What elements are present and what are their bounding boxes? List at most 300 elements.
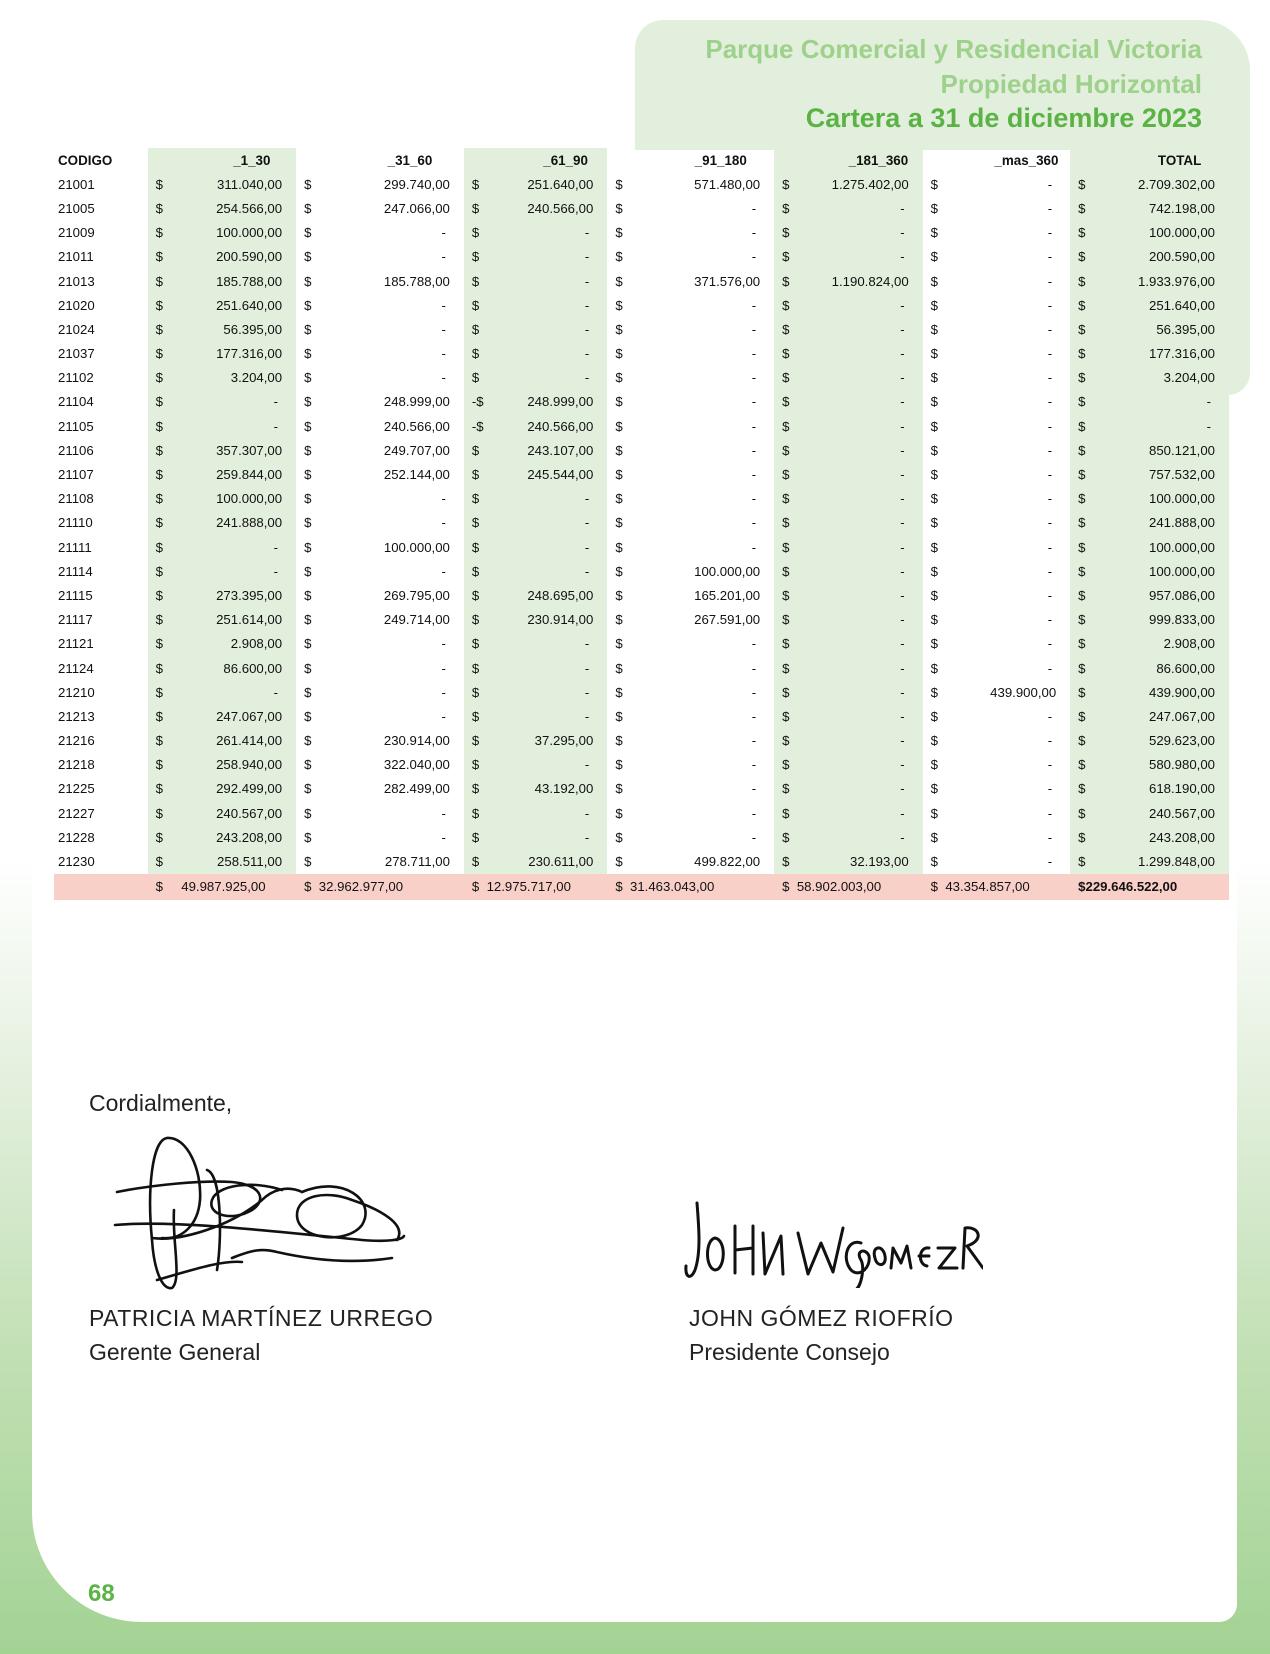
- amount-cell: 230.914,00: [488, 608, 607, 632]
- amount-cell: -: [488, 342, 607, 366]
- amount-cell: 499.822,00: [694, 854, 761, 870]
- table-row: [54, 317, 1229, 341]
- currency-symbol: $: [774, 269, 797, 293]
- currency-symbol: $: [1070, 196, 1094, 220]
- amount-cell: 3.204,00: [1095, 366, 1229, 390]
- currency-symbol: $: [464, 172, 488, 196]
- amount-cell: 100.000,00: [1095, 487, 1229, 511]
- amount-cell: -: [1047, 757, 1053, 773]
- amount-cell: -: [488, 293, 607, 317]
- currency-symbol: $: [148, 849, 170, 873]
- amount-cell: 243.107,00: [488, 438, 607, 462]
- currency-symbol: $: [930, 539, 939, 555]
- currency-symbol: $: [615, 636, 623, 652]
- amount-cell: 241.888,00: [1095, 511, 1229, 535]
- currency-symbol: $: [148, 366, 170, 390]
- currency-symbol: $: [304, 418, 312, 434]
- amount-cell: -: [1047, 297, 1053, 313]
- currency-symbol: -$: [464, 414, 488, 438]
- amount-cell: -: [798, 511, 923, 535]
- amount-cell: 439.900,00: [1095, 680, 1229, 704]
- amount-cell: -: [1047, 442, 1053, 458]
- header-title-line1: Parque Comercial y Residencial Victoria: [705, 34, 1202, 64]
- amount-cell: 529.623,00: [1095, 729, 1229, 753]
- currency-symbol: $: [304, 491, 312, 507]
- amount-cell: -: [798, 245, 923, 269]
- currency-symbol: $: [304, 539, 312, 555]
- table-row: [54, 293, 1229, 317]
- currency-symbol: $: [1070, 632, 1094, 656]
- amount-cell: -: [751, 660, 757, 676]
- signature-patricia: [112, 1130, 422, 1295]
- table-row: [54, 583, 1229, 607]
- currency-symbol: $: [615, 370, 623, 386]
- currency-symbol: $: [1070, 487, 1094, 511]
- signatory-name-1: PATRICIA MARTÍNEZ URREGO: [89, 1305, 434, 1331]
- currency-symbol: $: [774, 777, 797, 801]
- amount-cell: 245.544,00: [488, 462, 607, 486]
- currency-symbol: $: [304, 515, 312, 531]
- amount-cell: -: [488, 825, 607, 849]
- amount-cell: -: [441, 515, 446, 531]
- currency-symbol: $: [930, 757, 939, 773]
- currency-symbol: $: [930, 491, 939, 507]
- currency-symbol: $: [148, 777, 170, 801]
- table-row: [54, 221, 1229, 245]
- currency-symbol: $: [930, 515, 939, 531]
- amount-cell: -: [441, 660, 446, 676]
- code-cell: 21227: [58, 805, 95, 821]
- currency-symbol: $: [464, 753, 488, 777]
- amount-cell: -: [798, 535, 923, 559]
- amount-cell: 248.999,00: [383, 394, 450, 410]
- amount-cell: -: [798, 729, 923, 753]
- amount-cell: 251.640,00: [170, 293, 296, 317]
- currency-symbol: $: [148, 801, 170, 825]
- code-cell: 21114: [58, 563, 93, 579]
- currency-symbol: $: [930, 297, 939, 313]
- amount-cell: 618.190,00: [1095, 777, 1229, 801]
- currency-symbol: $: [304, 854, 312, 870]
- currency-symbol: $: [1070, 729, 1094, 753]
- currency-symbol: $: [1070, 172, 1094, 196]
- currency-symbol: $: [615, 200, 623, 216]
- amount-cell: -: [488, 656, 607, 680]
- amount-cell: 261.414,00: [170, 729, 296, 753]
- code-cell: 21230: [58, 854, 95, 870]
- amount-cell: 185.788,00: [170, 269, 296, 293]
- amount-cell: -: [1047, 321, 1053, 337]
- currency-symbol: $: [930, 805, 939, 821]
- currency-symbol: $: [304, 297, 312, 313]
- totals-label-cell: [54, 874, 148, 900]
- amount-cell: -: [798, 753, 923, 777]
- currency-symbol: $: [1070, 583, 1094, 607]
- currency-symbol: $: [774, 608, 797, 632]
- amount-cell: 32.193,00: [798, 849, 923, 873]
- currency-symbol: $: [930, 418, 939, 434]
- total-cell: $ 31.463.043,00: [607, 874, 774, 900]
- table-row: [54, 753, 1229, 777]
- amount-cell: 252.144,00: [383, 467, 450, 483]
- table-row: [54, 777, 1229, 801]
- amount-cell: 251.640,00: [1095, 293, 1229, 317]
- currency-symbol: $: [930, 225, 939, 241]
- code-cell: 21228: [58, 829, 95, 845]
- currency-symbol: $: [774, 632, 797, 656]
- amount-cell: -: [751, 225, 757, 241]
- currency-symbol: $: [615, 176, 623, 192]
- amount-cell: -: [751, 249, 757, 265]
- code-cell: 21106: [58, 442, 94, 458]
- table-row: [54, 414, 1229, 438]
- currency-symbol: $: [615, 781, 623, 797]
- currency-symbol: $: [464, 462, 488, 486]
- amount-cell: 241.888,00: [170, 511, 296, 535]
- currency-symbol: $: [930, 684, 939, 700]
- amount-cell: 580.980,00: [1095, 753, 1229, 777]
- amount-cell: -: [751, 297, 757, 313]
- currency-symbol: $: [930, 781, 939, 797]
- amount-cell: 322.040,00: [383, 757, 450, 773]
- code-cell: 21115: [58, 587, 93, 603]
- currency-symbol: $: [615, 563, 623, 579]
- amount-cell: 243.208,00: [1095, 825, 1229, 849]
- amount-cell: -: [1047, 708, 1053, 724]
- currency-symbol: $: [1070, 680, 1094, 704]
- currency-symbol: $: [1070, 656, 1094, 680]
- amount-cell: -: [1047, 660, 1053, 676]
- amount-cell: 273.395,00: [170, 583, 296, 607]
- code-cell: 21121: [58, 636, 94, 652]
- amount-cell: 100.000,00: [1095, 535, 1229, 559]
- amount-cell: 165.201,00: [694, 587, 761, 603]
- amount-cell: -: [1047, 273, 1053, 289]
- amount-cell: -: [1047, 394, 1053, 410]
- amount-cell: -: [441, 708, 446, 724]
- amount-cell: 100.000,00: [1095, 559, 1229, 583]
- amount-cell: -: [798, 293, 923, 317]
- currency-symbol: $: [304, 563, 312, 579]
- amount-cell: 230.611,00: [488, 849, 607, 873]
- currency-symbol: $: [774, 656, 797, 680]
- amount-cell: -: [751, 467, 757, 483]
- currency-symbol: $: [774, 293, 797, 317]
- amount-cell: -: [751, 733, 757, 749]
- amount-cell: -: [751, 418, 757, 434]
- currency-symbol: $: [930, 321, 939, 337]
- currency-symbol: $: [930, 467, 939, 483]
- amount-cell: 185.788,00: [383, 273, 450, 289]
- currency-symbol: $: [615, 733, 623, 749]
- currency-symbol: $: [148, 293, 170, 317]
- column-header: _1_30: [148, 148, 297, 172]
- currency-symbol: $: [615, 515, 623, 531]
- currency-symbol: $: [148, 680, 170, 704]
- table-row: [54, 342, 1229, 366]
- currency-symbol: $: [615, 539, 623, 555]
- currency-symbol: $: [930, 394, 939, 410]
- currency-symbol: $: [615, 394, 623, 410]
- currency-symbol: $: [1070, 438, 1094, 462]
- amount-cell: 177.316,00: [1095, 342, 1229, 366]
- total-cell: $ 58.902.003,00: [774, 874, 923, 900]
- amount-cell: 100.000,00: [170, 221, 296, 245]
- currency-symbol: $: [930, 587, 939, 603]
- currency-symbol: $: [774, 221, 797, 245]
- amount-cell: 1.933.976,00: [1095, 269, 1229, 293]
- amount-cell: -: [170, 680, 296, 704]
- currency-symbol: $: [615, 418, 623, 434]
- amount-cell: 43.192,00: [488, 777, 607, 801]
- code-cell: 21013: [58, 273, 95, 289]
- amount-cell: 177.316,00: [170, 342, 296, 366]
- currency-symbol: $: [304, 200, 312, 216]
- amount-cell: -: [170, 559, 296, 583]
- amount-cell: -: [798, 196, 923, 220]
- currency-symbol: $: [464, 293, 488, 317]
- code-cell: 21108: [58, 491, 94, 507]
- code-cell: 21020: [58, 297, 95, 313]
- code-cell: 21117: [58, 612, 93, 628]
- currency-symbol: $: [148, 559, 170, 583]
- currency-symbol: $: [615, 587, 623, 603]
- amount-cell: -: [798, 342, 923, 366]
- amount-cell: 251.640,00: [488, 172, 607, 196]
- amount-cell: -: [1047, 612, 1053, 628]
- code-cell: 21105: [58, 418, 94, 434]
- table-row: [54, 801, 1229, 825]
- currency-symbol: $: [615, 660, 623, 676]
- amount-cell: 251.614,00: [170, 608, 296, 632]
- currency-symbol: $: [464, 342, 488, 366]
- table-header-row: [54, 148, 1229, 172]
- currency-symbol: $: [304, 346, 312, 362]
- amount-cell: -: [170, 535, 296, 559]
- currency-symbol: $: [304, 708, 312, 724]
- amount-cell: 269.795,00: [383, 587, 450, 603]
- currency-symbol: $: [304, 442, 312, 458]
- currency-symbol: $: [1070, 462, 1094, 486]
- amount-cell: -: [751, 539, 757, 555]
- currency-symbol: $: [464, 729, 488, 753]
- code-cell: 21210: [58, 684, 95, 700]
- currency-symbol: $: [464, 221, 488, 245]
- currency-symbol: $: [930, 346, 939, 362]
- currency-symbol: $: [464, 849, 488, 873]
- signature-john: [683, 1198, 983, 1288]
- currency-symbol: $: [464, 196, 488, 220]
- currency-symbol: $: [304, 176, 312, 192]
- currency-symbol: $: [930, 442, 939, 458]
- currency-symbol: $: [774, 583, 797, 607]
- amount-cell: 248.695,00: [488, 583, 607, 607]
- amount-cell: -: [798, 559, 923, 583]
- amount-cell: -: [1047, 636, 1053, 652]
- amount-cell: 240.567,00: [170, 801, 296, 825]
- currency-symbol: $: [1070, 221, 1094, 245]
- amount-cell: 2.908,00: [1095, 632, 1229, 656]
- amount-cell: -: [798, 366, 923, 390]
- currency-symbol: $: [930, 660, 939, 676]
- table-row: [54, 656, 1229, 680]
- amount-cell: 1.299.848,00: [1095, 849, 1229, 873]
- amount-cell: 100.000,00: [383, 539, 450, 555]
- currency-symbol: $: [148, 196, 170, 220]
- table-row: [54, 269, 1229, 293]
- currency-symbol: $: [464, 269, 488, 293]
- column-header: TOTAL: [1070, 148, 1229, 172]
- amount-cell: 757.532,00: [1095, 462, 1229, 486]
- amount-cell: -: [488, 535, 607, 559]
- amount-cell: -: [798, 438, 923, 462]
- table-row: [54, 487, 1229, 511]
- currency-symbol: $: [304, 273, 312, 289]
- currency-symbol: $: [615, 346, 623, 362]
- table-row: [54, 245, 1229, 269]
- currency-symbol: $: [304, 781, 312, 797]
- currency-symbol: $: [148, 583, 170, 607]
- currency-symbol: $: [615, 225, 623, 241]
- table-row: [54, 196, 1229, 220]
- amount-cell: -: [1047, 805, 1053, 821]
- amount-cell: -: [1047, 418, 1053, 434]
- amount-cell: -: [1047, 225, 1053, 241]
- currency-symbol: $: [774, 704, 797, 728]
- currency-symbol: $: [930, 612, 939, 628]
- amount-cell: -: [441, 249, 446, 265]
- table-row: [54, 608, 1229, 632]
- currency-symbol: $: [148, 487, 170, 511]
- currency-symbol: $: [464, 680, 488, 704]
- currency-symbol: $: [774, 825, 797, 849]
- currency-symbol: $: [148, 511, 170, 535]
- currency-symbol: $: [1070, 535, 1094, 559]
- amount-cell: -: [488, 511, 607, 535]
- amount-cell: 299.740,00: [383, 176, 450, 192]
- currency-symbol: $: [464, 656, 488, 680]
- currency-symbol: $: [148, 704, 170, 728]
- currency-symbol: $: [148, 172, 170, 196]
- currency-symbol: $: [304, 829, 312, 845]
- amount-cell: 243.208,00: [170, 825, 296, 849]
- currency-symbol: $: [774, 559, 797, 583]
- amount-cell: -: [1047, 249, 1053, 265]
- amount-cell: -: [1095, 390, 1229, 414]
- amount-cell: -: [1047, 781, 1053, 797]
- currency-symbol: $: [615, 273, 623, 289]
- currency-symbol: $: [1070, 511, 1094, 535]
- currency-symbol: $: [304, 636, 312, 652]
- amount-cell: -: [798, 801, 923, 825]
- currency-symbol: $: [1070, 704, 1094, 728]
- amount-cell: 999.833,00: [1095, 608, 1229, 632]
- currency-symbol: $: [774, 849, 797, 873]
- currency-symbol: $: [1070, 777, 1094, 801]
- currency-symbol: $: [1070, 293, 1094, 317]
- currency-symbol: $: [464, 777, 488, 801]
- currency-symbol: $: [464, 245, 488, 269]
- amount-cell: -: [798, 317, 923, 341]
- currency-symbol: $: [148, 729, 170, 753]
- currency-symbol: $: [615, 612, 623, 628]
- currency-symbol: $: [930, 249, 939, 265]
- table-row: [54, 390, 1229, 414]
- amount-cell: 571.480,00: [694, 176, 761, 192]
- amount-cell: -: [798, 704, 923, 728]
- code-cell: 21124: [58, 660, 94, 676]
- currency-symbol: $: [774, 753, 797, 777]
- amount-cell: -: [441, 563, 446, 579]
- code-cell: 21005: [58, 200, 95, 216]
- amount-cell: -: [1047, 176, 1053, 192]
- amount-cell: -: [751, 200, 757, 216]
- currency-symbol: $: [304, 225, 312, 241]
- currency-symbol: $: [774, 342, 797, 366]
- currency-symbol: $: [304, 660, 312, 676]
- total-cell: $ 12.975.717,00: [464, 874, 607, 900]
- currency-symbol: $: [774, 196, 797, 220]
- table-row: [54, 438, 1229, 462]
- amount-cell: -: [751, 321, 757, 337]
- amount-cell: 267.591,00: [694, 612, 761, 628]
- currency-symbol: $: [930, 563, 939, 579]
- currency-symbol: $: [1070, 753, 1094, 777]
- currency-symbol: $: [774, 366, 797, 390]
- amount-cell: 240.566,00: [488, 414, 607, 438]
- amount-cell: -: [441, 636, 446, 652]
- currency-symbol: $: [148, 342, 170, 366]
- amount-cell: -: [1047, 854, 1053, 870]
- amount-cell: -: [798, 777, 923, 801]
- amount-cell: 230.914,00: [383, 733, 450, 749]
- currency-symbol: $: [304, 249, 312, 265]
- currency-symbol: $: [930, 708, 939, 724]
- code-cell: 21009: [58, 225, 95, 241]
- currency-symbol: $: [930, 200, 939, 216]
- amount-cell: 248.999,00: [488, 390, 607, 414]
- currency-symbol: $: [464, 704, 488, 728]
- currency-symbol: $: [148, 753, 170, 777]
- code-cell: 21104: [58, 394, 94, 410]
- currency-symbol: $: [304, 587, 312, 603]
- amount-cell: -: [751, 346, 757, 362]
- currency-symbol: $: [930, 733, 939, 749]
- amount-cell: 200.590,00: [1095, 245, 1229, 269]
- currency-symbol: $: [148, 535, 170, 559]
- currency-symbol: $: [464, 438, 488, 462]
- currency-symbol: $: [615, 684, 623, 700]
- table-row: [54, 825, 1229, 849]
- amount-cell: 249.714,00: [383, 612, 450, 628]
- currency-symbol: $: [1070, 825, 1094, 849]
- total-cell: $ 32.962.977,00: [296, 874, 464, 900]
- amount-cell: 258.940,00: [170, 753, 296, 777]
- amount-cell: -: [441, 225, 446, 241]
- amount-cell: -: [1047, 733, 1053, 749]
- amount-cell: 850.121,00: [1095, 438, 1229, 462]
- amount-cell: -: [1047, 563, 1053, 579]
- code-cell: 21225: [58, 781, 95, 797]
- table-row: [54, 704, 1229, 728]
- amount-cell: 240.566,00: [488, 196, 607, 220]
- total-cell: $ 49.987.925,00: [148, 874, 297, 900]
- signatory-role-1: Gerente General: [89, 1339, 261, 1365]
- currency-symbol: $: [1070, 559, 1094, 583]
- currency-symbol: $: [148, 414, 170, 438]
- amount-cell: 247.067,00: [1095, 704, 1229, 728]
- amount-cell: -: [798, 487, 923, 511]
